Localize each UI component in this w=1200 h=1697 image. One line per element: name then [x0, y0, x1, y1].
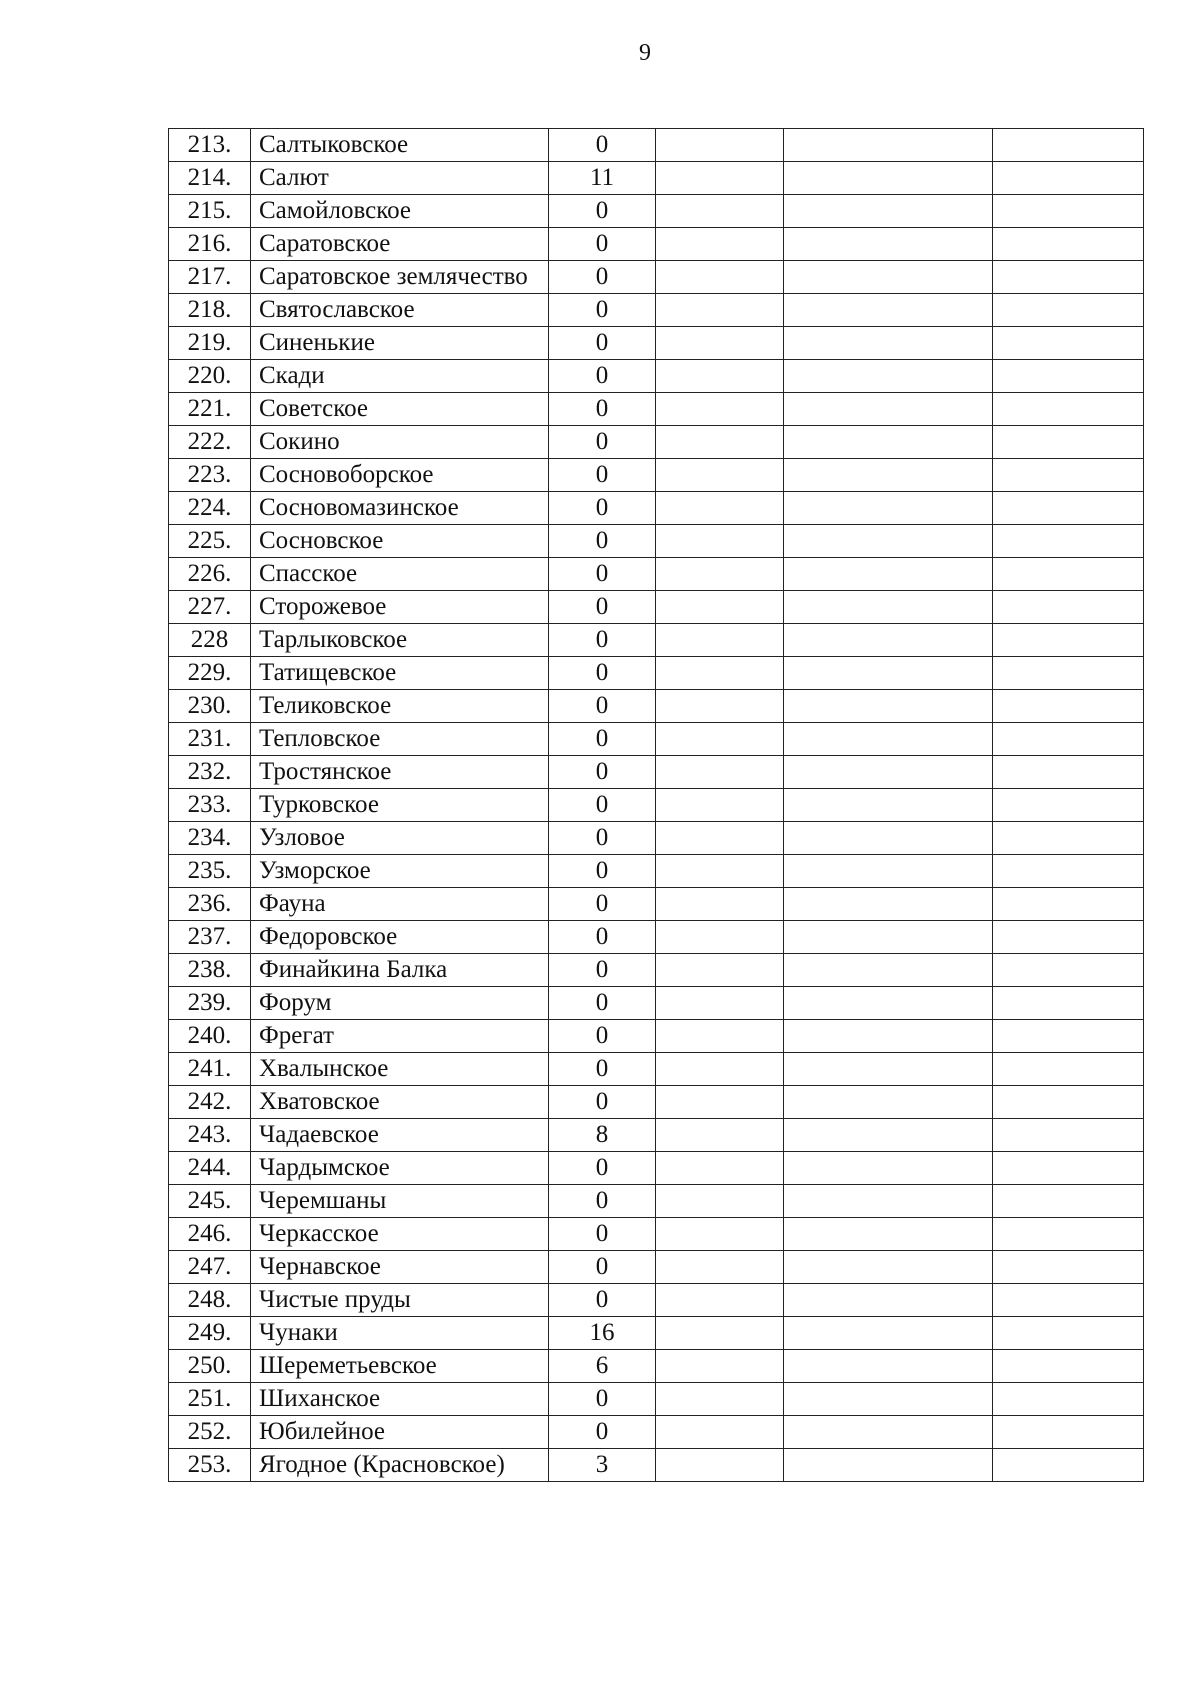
row-value-cell: 0 — [549, 690, 656, 723]
row-name-cell: Юбилейное — [251, 1416, 549, 1449]
row-empty-cell — [993, 1317, 1144, 1350]
row-value-cell: 0 — [549, 855, 656, 888]
row-empty-cell — [784, 261, 993, 294]
table-row — [169, 360, 1144, 393]
row-empty-cell — [784, 360, 993, 393]
table-row — [169, 162, 1144, 195]
row-name-cell: Тростянское — [251, 756, 549, 789]
row-empty-cell — [784, 1251, 993, 1284]
row-name-cell: Чунаки — [251, 1317, 549, 1350]
table-row — [169, 1251, 1144, 1284]
row-empty-cell — [993, 921, 1144, 954]
row-empty-cell — [656, 195, 784, 228]
row-empty-cell — [656, 723, 784, 756]
row-empty-cell — [784, 1416, 993, 1449]
row-empty-cell — [656, 327, 784, 360]
row-empty-cell — [784, 1020, 993, 1053]
row-empty-cell — [784, 624, 993, 657]
row-name-cell: Сокино — [251, 426, 549, 459]
row-name-cell: Самойловское — [251, 195, 549, 228]
row-empty-cell — [784, 459, 993, 492]
row-value-cell: 8 — [549, 1119, 656, 1152]
table-row — [169, 492, 1144, 525]
row-empty-cell — [993, 228, 1144, 261]
row-number-cell: 240. — [169, 1020, 251, 1053]
row-empty-cell — [993, 1251, 1144, 1284]
row-empty-cell — [993, 624, 1144, 657]
row-name-cell: Сосновомазинское — [251, 492, 549, 525]
row-empty-cell — [656, 261, 784, 294]
row-empty-cell — [784, 1152, 993, 1185]
row-number-cell: 249. — [169, 1317, 251, 1350]
row-empty-cell — [784, 1185, 993, 1218]
row-number-cell: 223. — [169, 459, 251, 492]
row-empty-cell — [993, 591, 1144, 624]
row-empty-cell — [784, 855, 993, 888]
row-empty-cell — [784, 690, 993, 723]
row-value-cell: 0 — [549, 228, 656, 261]
row-value-cell: 0 — [549, 1284, 656, 1317]
row-name-cell: Черемшаны — [251, 1185, 549, 1218]
table-row — [169, 690, 1144, 723]
row-empty-cell — [993, 162, 1144, 195]
row-number-cell: 233. — [169, 789, 251, 822]
row-empty-cell — [993, 1383, 1144, 1416]
row-number-cell: 236. — [169, 888, 251, 921]
row-number-cell: 248. — [169, 1284, 251, 1317]
table-row — [169, 888, 1144, 921]
table-row — [169, 756, 1144, 789]
row-empty-cell — [784, 492, 993, 525]
row-number-cell: 229. — [169, 657, 251, 690]
row-empty-cell — [993, 756, 1144, 789]
row-number-cell: 237. — [169, 921, 251, 954]
row-empty-cell — [993, 1284, 1144, 1317]
row-empty-cell — [656, 987, 784, 1020]
row-empty-cell — [784, 1053, 993, 1086]
row-empty-cell — [993, 1350, 1144, 1383]
row-name-cell: Шиханское — [251, 1383, 549, 1416]
row-name-cell: Узморское — [251, 855, 549, 888]
row-empty-cell — [784, 822, 993, 855]
row-name-cell: Фрегат — [251, 1020, 549, 1053]
row-empty-cell — [784, 1383, 993, 1416]
row-value-cell: 0 — [549, 921, 656, 954]
row-empty-cell — [656, 459, 784, 492]
row-empty-cell — [656, 558, 784, 591]
table-row — [169, 987, 1144, 1020]
row-empty-cell — [784, 228, 993, 261]
row-value-cell: 0 — [549, 492, 656, 525]
row-number-cell: 232. — [169, 756, 251, 789]
row-empty-cell — [784, 129, 993, 162]
row-value-cell: 0 — [549, 657, 656, 690]
row-number-cell: 225. — [169, 525, 251, 558]
row-empty-cell — [784, 1317, 993, 1350]
row-value-cell: 0 — [549, 1152, 656, 1185]
row-number-cell: 235. — [169, 855, 251, 888]
row-empty-cell — [784, 756, 993, 789]
row-name-cell: Шереметьевское — [251, 1350, 549, 1383]
row-name-cell: Узловое — [251, 822, 549, 855]
row-number-cell: 219. — [169, 327, 251, 360]
row-empty-cell — [993, 723, 1144, 756]
row-number-cell: 215. — [169, 195, 251, 228]
row-empty-cell — [993, 1053, 1144, 1086]
row-empty-cell — [993, 657, 1144, 690]
row-name-cell: Чистые пруды — [251, 1284, 549, 1317]
row-value-cell: 0 — [549, 1416, 656, 1449]
row-empty-cell — [993, 1119, 1144, 1152]
table-row — [169, 525, 1144, 558]
table-row — [169, 954, 1144, 987]
row-empty-cell — [784, 1218, 993, 1251]
table-row — [169, 1218, 1144, 1251]
row-empty-cell — [784, 921, 993, 954]
row-empty-cell — [993, 690, 1144, 723]
table-row — [169, 591, 1144, 624]
row-empty-cell — [993, 492, 1144, 525]
row-empty-cell — [993, 822, 1144, 855]
row-empty-cell — [656, 1086, 784, 1119]
row-empty-cell — [656, 525, 784, 558]
row-empty-cell — [993, 1086, 1144, 1119]
row-value-cell: 0 — [549, 129, 656, 162]
row-empty-cell — [784, 789, 993, 822]
row-name-cell: Турковское — [251, 789, 549, 822]
row-number-cell: 230. — [169, 690, 251, 723]
row-empty-cell — [784, 657, 993, 690]
row-empty-cell — [656, 624, 784, 657]
row-empty-cell — [656, 1251, 784, 1284]
row-name-cell: Салтыковское — [251, 129, 549, 162]
row-empty-cell — [784, 162, 993, 195]
row-number-cell: 251. — [169, 1383, 251, 1416]
row-name-cell: Хвалынское — [251, 1053, 549, 1086]
table-row — [169, 855, 1144, 888]
row-empty-cell — [656, 921, 784, 954]
row-value-cell: 0 — [549, 525, 656, 558]
row-empty-cell — [656, 360, 784, 393]
row-number-cell: 234. — [169, 822, 251, 855]
row-empty-cell — [656, 1020, 784, 1053]
row-empty-cell — [784, 591, 993, 624]
row-empty-cell — [656, 1053, 784, 1086]
row-value-cell: 16 — [549, 1317, 656, 1350]
row-value-cell: 0 — [549, 789, 656, 822]
row-number-cell: 247. — [169, 1251, 251, 1284]
row-number-cell: 245. — [169, 1185, 251, 1218]
row-name-cell: Финайкина Балка — [251, 954, 549, 987]
table-row — [169, 1119, 1144, 1152]
table-row — [169, 1020, 1144, 1053]
row-empty-cell — [656, 426, 784, 459]
row-value-cell: 0 — [549, 1185, 656, 1218]
row-number-cell: 224. — [169, 492, 251, 525]
row-empty-cell — [656, 1119, 784, 1152]
table-row — [169, 789, 1144, 822]
row-number-cell: 241. — [169, 1053, 251, 1086]
row-empty-cell — [656, 789, 784, 822]
row-empty-cell — [993, 360, 1144, 393]
page-number: 9 — [639, 40, 651, 66]
row-empty-cell — [784, 294, 993, 327]
table-row — [169, 1350, 1144, 1383]
row-empty-cell — [993, 1416, 1144, 1449]
row-empty-cell — [784, 327, 993, 360]
row-name-cell: Сосновоборское — [251, 459, 549, 492]
table-row — [169, 1152, 1144, 1185]
row-empty-cell — [784, 723, 993, 756]
row-value-cell: 0 — [549, 1086, 656, 1119]
row-value-cell: 0 — [549, 393, 656, 426]
row-empty-cell — [993, 294, 1144, 327]
row-empty-cell — [656, 129, 784, 162]
table-row — [169, 1185, 1144, 1218]
row-number-cell: 213. — [169, 129, 251, 162]
row-empty-cell — [656, 1449, 784, 1482]
table-row — [169, 1416, 1144, 1449]
row-empty-cell — [784, 888, 993, 921]
row-name-cell: Чернавское — [251, 1251, 549, 1284]
row-number-cell: 250. — [169, 1350, 251, 1383]
row-empty-cell — [784, 1449, 993, 1482]
row-empty-cell — [656, 492, 784, 525]
table-row — [169, 294, 1144, 327]
row-name-cell: Татищевское — [251, 657, 549, 690]
row-empty-cell — [993, 789, 1144, 822]
row-empty-cell — [993, 261, 1144, 294]
row-number-cell: 220. — [169, 360, 251, 393]
row-number-cell: 226. — [169, 558, 251, 591]
row-value-cell: 0 — [549, 822, 656, 855]
row-value-cell: 0 — [549, 756, 656, 789]
row-name-cell: Федоровское — [251, 921, 549, 954]
row-value-cell: 0 — [549, 1218, 656, 1251]
row-empty-cell — [784, 426, 993, 459]
row-empty-cell — [656, 591, 784, 624]
row-name-cell: Хватовское — [251, 1086, 549, 1119]
row-empty-cell — [784, 987, 993, 1020]
row-name-cell: Тепловское — [251, 723, 549, 756]
row-name-cell: Салют — [251, 162, 549, 195]
row-value-cell: 0 — [549, 624, 656, 657]
table-row — [169, 228, 1144, 261]
row-number-cell: 214. — [169, 162, 251, 195]
row-empty-cell — [656, 1416, 784, 1449]
row-value-cell: 0 — [549, 987, 656, 1020]
row-name-cell: Черкасское — [251, 1218, 549, 1251]
registry-table — [168, 128, 1144, 1482]
row-number-cell: 253. — [169, 1449, 251, 1482]
row-empty-cell — [993, 195, 1144, 228]
row-empty-cell — [656, 1383, 784, 1416]
row-empty-cell — [784, 1086, 993, 1119]
row-number-cell: 231. — [169, 723, 251, 756]
row-empty-cell — [993, 525, 1144, 558]
row-value-cell: 0 — [549, 294, 656, 327]
row-name-cell: Чадаевское — [251, 1119, 549, 1152]
row-name-cell: Святославское — [251, 294, 549, 327]
row-number-cell: 228 — [169, 624, 251, 657]
row-empty-cell — [656, 1185, 784, 1218]
table-row — [169, 624, 1144, 657]
row-empty-cell — [784, 195, 993, 228]
row-name-cell: Советское — [251, 393, 549, 426]
row-empty-cell — [784, 1350, 993, 1383]
row-empty-cell — [993, 129, 1144, 162]
row-number-cell: 222. — [169, 426, 251, 459]
row-value-cell: 11 — [549, 162, 656, 195]
row-empty-cell — [784, 393, 993, 426]
row-empty-cell — [993, 954, 1144, 987]
row-number-cell: 238. — [169, 954, 251, 987]
row-value-cell: 0 — [549, 591, 656, 624]
row-name-cell: Чардымское — [251, 1152, 549, 1185]
row-number-cell: 218. — [169, 294, 251, 327]
row-name-cell: Фауна — [251, 888, 549, 921]
row-name-cell: Тарлыковское — [251, 624, 549, 657]
table-row — [169, 261, 1144, 294]
table-row — [169, 822, 1144, 855]
row-value-cell: 3 — [549, 1449, 656, 1482]
row-number-cell: 252. — [169, 1416, 251, 1449]
row-name-cell: Скади — [251, 360, 549, 393]
table-row — [169, 723, 1144, 756]
row-empty-cell — [656, 393, 784, 426]
table-row — [169, 1383, 1144, 1416]
row-empty-cell — [656, 162, 784, 195]
row-empty-cell — [993, 855, 1144, 888]
row-value-cell: 0 — [549, 360, 656, 393]
row-name-cell: Теликовское — [251, 690, 549, 723]
row-value-cell: 0 — [549, 1383, 656, 1416]
row-empty-cell — [784, 558, 993, 591]
row-empty-cell — [993, 558, 1144, 591]
row-empty-cell — [784, 1119, 993, 1152]
row-name-cell: Сторожевое — [251, 591, 549, 624]
row-value-cell: 0 — [549, 327, 656, 360]
row-number-cell: 242. — [169, 1086, 251, 1119]
row-empty-cell — [993, 426, 1144, 459]
row-number-cell: 227. — [169, 591, 251, 624]
row-number-cell: 216. — [169, 228, 251, 261]
row-empty-cell — [784, 1284, 993, 1317]
row-empty-cell — [993, 888, 1144, 921]
row-empty-cell — [656, 1317, 784, 1350]
row-value-cell: 0 — [549, 723, 656, 756]
row-value-cell: 0 — [549, 195, 656, 228]
row-empty-cell — [784, 954, 993, 987]
row-value-cell: 6 — [549, 1350, 656, 1383]
table-row — [169, 1317, 1144, 1350]
row-empty-cell — [993, 393, 1144, 426]
row-number-cell: 243. — [169, 1119, 251, 1152]
row-number-cell: 239. — [169, 987, 251, 1020]
row-empty-cell — [993, 987, 1144, 1020]
row-name-cell: Синенькие — [251, 327, 549, 360]
row-value-cell: 0 — [549, 954, 656, 987]
row-empty-cell — [993, 1185, 1144, 1218]
row-empty-cell — [656, 1350, 784, 1383]
row-empty-cell — [656, 690, 784, 723]
table-row — [169, 657, 1144, 690]
row-number-cell: 217. — [169, 261, 251, 294]
row-empty-cell — [656, 954, 784, 987]
table-row — [169, 558, 1144, 591]
row-empty-cell — [656, 1152, 784, 1185]
table-row — [169, 426, 1144, 459]
row-value-cell: 0 — [549, 1251, 656, 1284]
row-number-cell: 221. — [169, 393, 251, 426]
row-empty-cell — [656, 228, 784, 261]
row-empty-cell — [656, 657, 784, 690]
table-row — [169, 129, 1144, 162]
row-name-cell: Сосновское — [251, 525, 549, 558]
row-value-cell: 0 — [549, 558, 656, 591]
row-name-cell: Саратовское землячество — [251, 261, 549, 294]
table-row — [169, 459, 1144, 492]
row-empty-cell — [656, 1284, 784, 1317]
row-empty-cell — [656, 294, 784, 327]
table-row — [169, 1086, 1144, 1119]
table-row — [169, 1449, 1144, 1482]
row-empty-cell — [993, 1152, 1144, 1185]
row-value-cell: 0 — [549, 459, 656, 492]
row-value-cell: 0 — [549, 1020, 656, 1053]
table-row — [169, 393, 1144, 426]
row-empty-cell — [993, 1449, 1144, 1482]
row-empty-cell — [993, 459, 1144, 492]
row-empty-cell — [993, 1020, 1144, 1053]
row-name-cell: Спасское — [251, 558, 549, 591]
row-empty-cell — [993, 1218, 1144, 1251]
row-name-cell: Ягодное (Красновское) — [251, 1449, 549, 1482]
row-empty-cell — [993, 327, 1144, 360]
row-name-cell: Форум — [251, 987, 549, 1020]
row-empty-cell — [656, 822, 784, 855]
row-value-cell: 0 — [549, 261, 656, 294]
row-empty-cell — [656, 888, 784, 921]
row-value-cell: 0 — [549, 888, 656, 921]
row-name-cell: Саратовское — [251, 228, 549, 261]
table-row — [169, 921, 1144, 954]
table-row — [169, 1284, 1144, 1317]
row-empty-cell — [656, 756, 784, 789]
row-number-cell: 246. — [169, 1218, 251, 1251]
table-row — [169, 327, 1144, 360]
table-row — [169, 1053, 1144, 1086]
row-value-cell: 0 — [549, 426, 656, 459]
registry-table-body — [169, 129, 1144, 1482]
row-number-cell: 244. — [169, 1152, 251, 1185]
row-empty-cell — [656, 1218, 784, 1251]
row-value-cell: 0 — [549, 1053, 656, 1086]
table-row — [169, 195, 1144, 228]
row-empty-cell — [784, 525, 993, 558]
row-empty-cell — [656, 855, 784, 888]
